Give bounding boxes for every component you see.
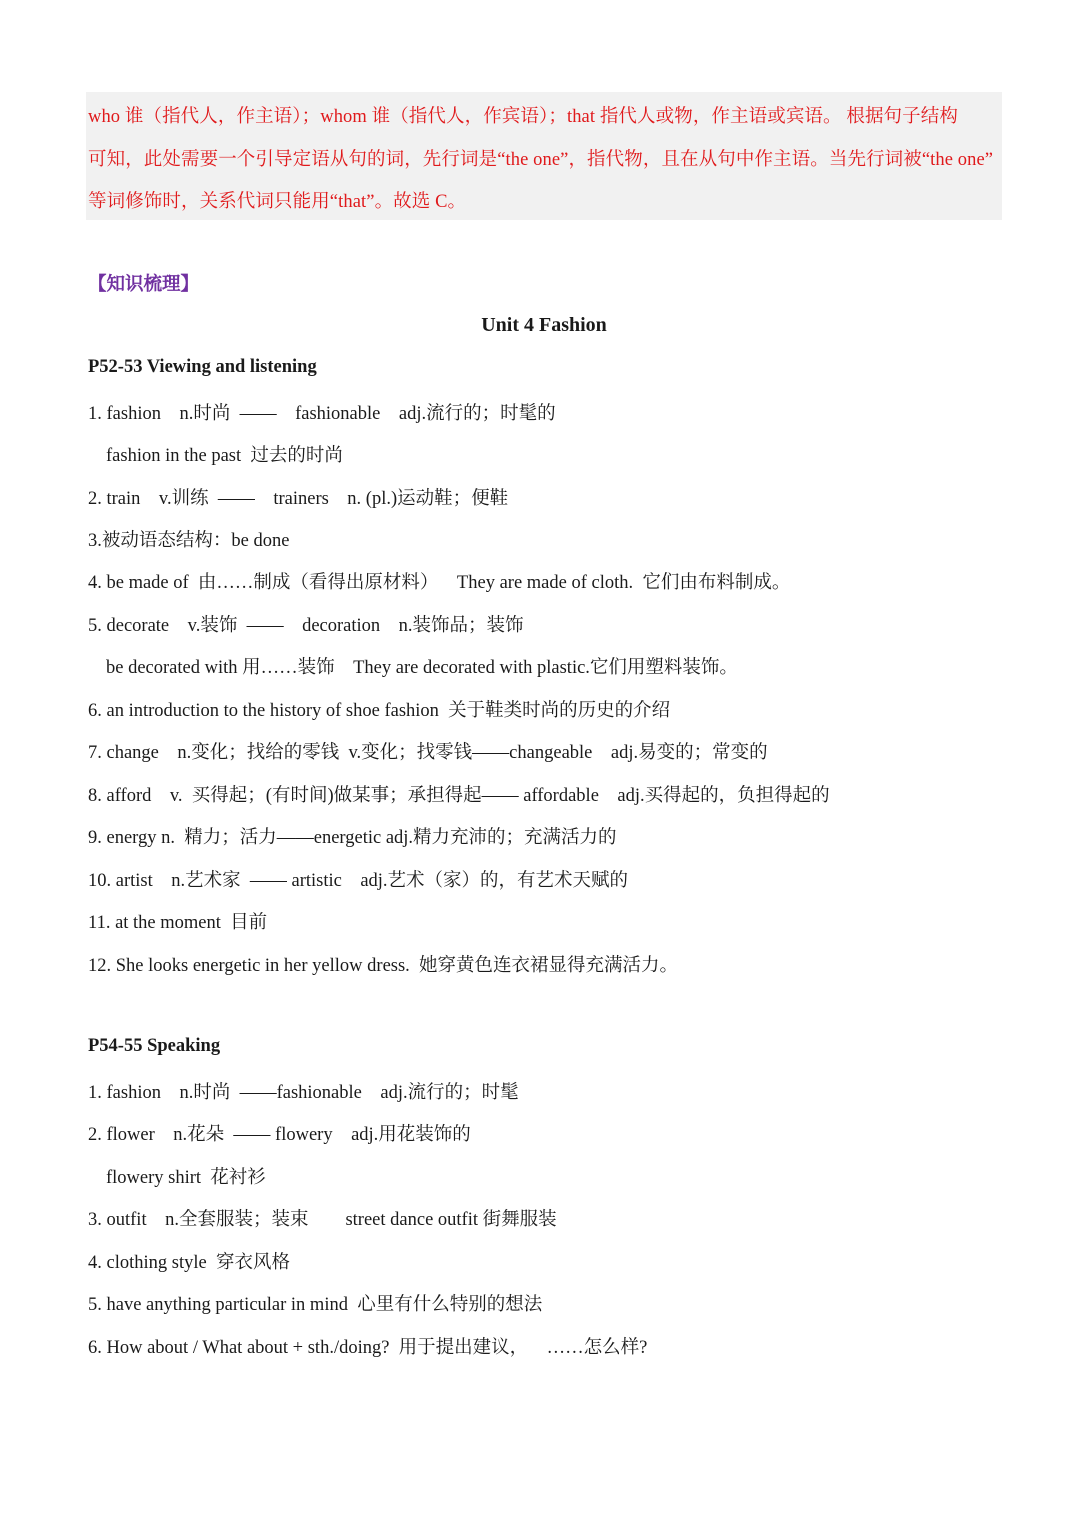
vocab-entry: 4. be made of 由……制成（看得出原材料） They are made of cloth. 它们由布料制成。 [88,573,791,593]
vocab-entry: 5. decorate v.装饰 —— decoration n.装饰品；装饰 [88,616,524,636]
vocab-entry: 3. outfit n.全套服装；装束 street dance outfit 街舞服装 [88,1210,557,1230]
vocab-entry: fashion in the past 过去的时尚 [106,446,343,466]
unit-title: Unit 4 Fashion [481,314,607,336]
vocab-entry: 9. energy n. 精力；活力——energetic adj.精力充沛的；充满活力的 [88,828,617,848]
vocab-entry: 1. fashion n.时尚 —— fashionable adj.流行的；时髦的 [88,404,556,424]
answer-explanation-box [86,92,1002,220]
vocab-entry: 2. train v.训练 —— trainers n. (pl.)运动鞋；便鞋 [88,489,509,509]
section-tag: 【知识梳理】 [88,274,200,295]
vocab-entry: 6. an introduction to the history of shoe fashion 关于鞋类时尚的历史的介绍 [88,701,671,721]
vocab-entry: 7. change n.变化；找给的零钱 v.变化；找零钱——changeable adj.易变的；常变的 [88,743,768,763]
vocab-entry: 1. fashion n.时尚 ——fashionable adj.流行的；时髦 [88,1083,519,1103]
answer-line: 可知，此处需要一个引导定语从句的词，先行词是“the one”，指代物，且在从句中作主语。当先行词被“the one” [88,150,994,170]
vocab-entry: 2. flower n.花朵 —— flowery adj.用花装饰的 [88,1125,471,1145]
vocab-entry: flowery shirt 花衬衫 [106,1168,266,1188]
vocab-entry: 11. at the moment 目前 [88,913,268,933]
vocab-entry: 12. She looks energetic in her yellow dress. 她穿黄色连衣裙显得充满活力。 [88,956,679,976]
viewing-listening-heading: P52-53 Viewing and listening [88,357,317,377]
vocab-entry: 10. artist n.艺术家 —— artistic adj.艺术（家）的，有艺术天赋的 [88,871,629,891]
vocab-entry: be decorated with 用……装饰 They are decorated with plastic.它们用塑料装饰。 [106,658,738,678]
answer-line: who 谁（指代人，作主语）；whom 谁（指代人，作宾语）；that 指代人或物，作主语或宾语。 根据句子结构 [88,107,958,127]
answer-line: 等词修饰时，关系代词只能用“that”。故选 C。 [88,192,467,212]
vocab-entry: 6. How about / What about + sth./doing? 用于提出建议， ……怎么样? [88,1338,648,1358]
vocab-entry: 4. clothing style 穿衣风格 [88,1253,290,1273]
speaking-heading: P54-55 Speaking [88,1036,221,1056]
vocab-entry: 5. have anything particular in mind 心里有什么特别的想法 [88,1295,543,1315]
vocab-entry: 8. afford v. 买得起；(有时间)做某事；承担得起—— affordable adj.买得起的，负担得起的 [88,786,830,806]
vocab-entry: 3.被动语态结构：be done [88,531,290,551]
